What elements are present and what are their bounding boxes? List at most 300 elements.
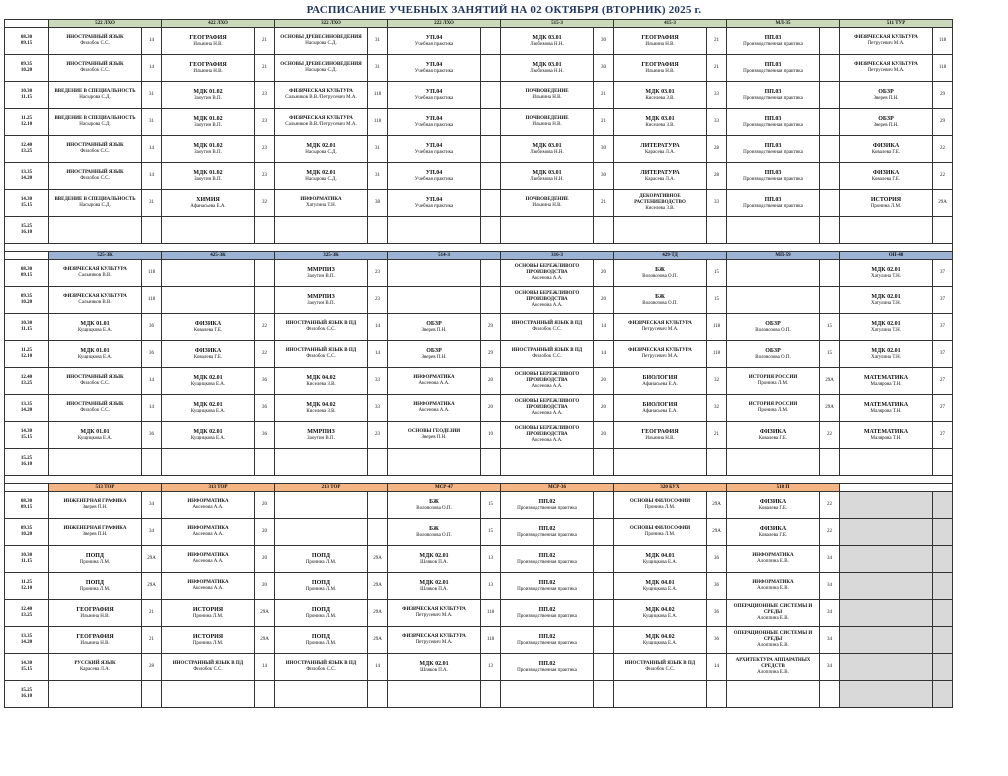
room-number <box>933 519 953 546</box>
room-number <box>142 681 162 708</box>
teacher-name: Производственная практика <box>517 559 577 565</box>
teacher-name: Ковалева Г.Е. <box>871 149 901 155</box>
lesson-cell <box>727 28 820 55</box>
lesson-row <box>5 82 953 109</box>
subject-name: ФИЗИКА <box>759 498 787 505</box>
lesson-cell <box>388 109 481 136</box>
lesson-cell <box>614 287 707 314</box>
room-number: 36 <box>707 573 727 600</box>
teacher-name: Производственная практика <box>743 122 803 128</box>
room-number: 21 <box>707 422 727 449</box>
teacher-name: Насырова С.Д. <box>305 176 337 182</box>
subject-name: ИНФОРМАТИКА <box>187 553 229 558</box>
lesson-cell <box>614 109 707 136</box>
room-number: 29 <box>933 109 953 136</box>
subject-name: ПП.02 <box>538 498 556 505</box>
time-end: 10.20 <box>20 300 33 305</box>
room-number: 118 <box>142 287 162 314</box>
time-end: 16.10 <box>20 694 33 699</box>
subject-name: ИНФОРМАТИКА <box>752 553 794 558</box>
lesson-row <box>5 422 953 449</box>
time-slot <box>5 163 49 190</box>
teacher-name: Ильиина Н.В. <box>532 95 562 100</box>
room-number: 30 <box>594 55 614 82</box>
schedule <box>4 19 953 708</box>
subject-name: ПОПД <box>311 579 331 586</box>
lesson-cell <box>614 395 707 422</box>
subject-name: ПП.03 <box>764 61 782 68</box>
room-number: 27 <box>933 395 953 422</box>
teacher-name: Учебная практика <box>414 149 454 155</box>
room-number <box>481 82 501 109</box>
room-number: 14 <box>594 314 614 341</box>
subject-name: ПП.03 <box>764 88 782 95</box>
group-header: 422 ЛХО <box>162 20 275 28</box>
teacher-name: Кущицкова Е.А. <box>190 435 226 441</box>
group-header-row <box>5 484 953 492</box>
room-number: 30 <box>594 136 614 163</box>
teacher-name: Производственная практика <box>743 68 803 74</box>
room-number: 21 <box>707 55 727 82</box>
time-end: 11.15 <box>21 559 32 564</box>
teacher-name: Пронина Л.М. <box>192 640 224 646</box>
teacher-name: Петрусевич М.А. <box>415 613 453 618</box>
lesson-cell <box>275 28 368 55</box>
lesson-cell <box>840 341 933 368</box>
teacher-name: Пронина Л.М. <box>757 381 789 386</box>
teacher-name: Пронина Л.М. <box>79 559 111 565</box>
room-number: 28 <box>707 163 727 190</box>
time-end: 16.10 <box>20 230 33 235</box>
lesson-cell <box>162 600 255 627</box>
lesson-row <box>5 681 953 708</box>
time-end: 12.10 <box>20 122 33 127</box>
lesson-row <box>5 217 953 244</box>
room-number: 33 <box>707 82 727 109</box>
teacher-name: Пронина Л.М. <box>305 586 337 592</box>
subject-name: ПП.02 <box>538 633 556 640</box>
room-number <box>933 492 953 519</box>
teacher-name: Пронина Л.М. <box>870 203 902 209</box>
lesson-cell <box>727 163 820 190</box>
lesson-cell <box>501 55 594 82</box>
lesson-cell <box>727 190 820 217</box>
room-number: 118 <box>933 55 953 82</box>
teacher-name: Аксенова А.А. <box>531 384 563 389</box>
subject-name: УП.04 <box>425 142 443 149</box>
lesson-cell <box>162 136 255 163</box>
time-end: 15.15 <box>20 435 33 440</box>
lesson-cell <box>501 190 594 217</box>
lesson-cell <box>501 395 594 422</box>
time-slot <box>5 260 49 287</box>
room-number: 31 <box>368 136 388 163</box>
teacher-name: Учебная практика <box>414 176 454 182</box>
lesson-cell <box>275 55 368 82</box>
lesson-cell <box>49 492 142 519</box>
teacher-name: Ильиина Н.В. <box>645 435 675 441</box>
room-number: 36 <box>707 627 727 654</box>
subject-name: УП.04 <box>425 115 443 122</box>
subject-name: ГЕОГРАФИЯ <box>76 633 114 640</box>
teacher-name: Киселева З.В. <box>306 408 336 414</box>
subject-name: ИНОСТРАННЫЙ ЯЗЫК В ПД <box>285 661 357 666</box>
time-start: 13.35 <box>20 170 33 175</box>
teacher-name: Петрусевич М.А. <box>415 640 453 645</box>
subject-name: МДК 01.02 <box>193 142 223 149</box>
teacher-name: Заоутин В.П. <box>307 300 335 306</box>
teacher-name: Воловозова О.П. <box>755 327 791 333</box>
room-number <box>481 163 501 190</box>
lesson-cell <box>162 368 255 395</box>
teacher-name: Филобок С.С. <box>645 667 675 672</box>
time-slot <box>5 654 49 681</box>
time-slot <box>5 55 49 82</box>
room-number: 21 <box>707 28 727 55</box>
teacher-name: Аксенова А.А. <box>531 303 563 308</box>
subject-name: МДК 02.01 <box>871 293 901 300</box>
lesson-cell <box>614 260 707 287</box>
teacher-name: Заоутин В.П. <box>194 176 222 182</box>
time-end: 11.15 <box>21 327 32 332</box>
room-number: 22 <box>933 136 953 163</box>
room-number: 20 <box>594 395 614 422</box>
subject-name: ОСНОВЫ БЕРЕЖЛИВОГО ПРОИЗВОДСТВА <box>514 291 580 302</box>
subject-name: ПП.02 <box>538 579 556 586</box>
subject-name: ОБЗР <box>878 88 894 95</box>
room-number: 22 <box>255 314 275 341</box>
room-number: 15 <box>707 260 727 287</box>
subject-name: ОСНОВЫ ФИЛОСОФИИ <box>629 526 691 531</box>
room-number: 14 <box>142 163 162 190</box>
subject-name: ИНОСТРАННЫЙ ЯЗЫК В ПД <box>285 321 357 326</box>
subject-name: ОСНОВЫ ФИЛОСОФИИ <box>629 499 691 504</box>
room-number <box>481 28 501 55</box>
teacher-name: Ковалева Г.Е. <box>193 354 223 360</box>
time-end: 12.10 <box>20 586 33 591</box>
subject-name: УП.04 <box>425 88 443 95</box>
time-end: 14.20 <box>20 408 33 413</box>
room-number: 118 <box>707 341 727 368</box>
room-number <box>933 600 953 627</box>
lesson-row <box>5 519 953 546</box>
lesson-cell <box>162 449 255 476</box>
teacher-name: Производственная практика <box>743 149 803 155</box>
room-number: 23 <box>255 82 275 109</box>
room-number: 33 <box>707 109 727 136</box>
room-number: 20 <box>481 368 501 395</box>
lesson-cell <box>275 368 368 395</box>
room-number: 15 <box>707 287 727 314</box>
teacher-name: Алоппина Е.В. <box>757 559 789 564</box>
teacher-name: Афанасьева Е.А. <box>190 203 226 209</box>
teacher-name: Пронина Л.М. <box>305 559 337 565</box>
lesson-row <box>5 136 953 163</box>
teacher-name: Пронина Л.М. <box>79 586 111 592</box>
subject-name: ИНОСТРАННЫЙ ЯЗЫК <box>66 35 124 40</box>
subject-name: ГЕОГРАФИЯ <box>189 61 227 68</box>
subject-name: МДК 04.02 <box>645 606 675 613</box>
teacher-name: Пронина Л.М. <box>192 613 224 619</box>
subject-name: ВВЕДЕНИЕ В СПЕЦИАЛЬНОСТЬ <box>54 116 136 121</box>
room-number <box>707 217 727 244</box>
teacher-name: Аксенова А.А. <box>192 559 224 564</box>
teacher-name: Шляков П.А. <box>420 586 448 592</box>
lesson-cell <box>501 654 594 681</box>
group-header: ОП-48 <box>840 252 953 260</box>
lesson-cell <box>501 573 594 600</box>
lesson-cell <box>614 82 707 109</box>
time-start: 15.25 <box>20 224 33 229</box>
room-number <box>820 449 840 476</box>
lesson-row <box>5 546 953 573</box>
lesson-cell <box>501 546 594 573</box>
room-number: 31 <box>142 82 162 109</box>
room-number <box>255 217 275 244</box>
lesson-cell <box>727 422 820 449</box>
lesson-cell <box>275 109 368 136</box>
teacher-name: Киселева З.В. <box>306 381 336 387</box>
lesson-cell <box>388 654 481 681</box>
lesson-cell <box>49 28 142 55</box>
group-header: 222 ЛХО <box>388 20 501 28</box>
teacher-name: Учебная практика <box>414 41 454 47</box>
spacer-cell <box>5 244 953 252</box>
room-number <box>594 546 614 573</box>
room-number <box>933 681 953 708</box>
teacher-name: Воловозова О.П. <box>755 354 791 360</box>
subject-name: ИСТОРИЯ РОССИИ <box>748 402 798 407</box>
teacher-name: Насырова С.Д. <box>79 122 111 127</box>
group-header: МСР-47 <box>388 484 501 492</box>
teacher-name: Ильиина Н.В. <box>645 41 675 47</box>
subject-name: ФИЗИЧЕСКАЯ КУЛЬТУРА <box>289 116 353 121</box>
lesson-cell <box>727 109 820 136</box>
room-number <box>933 546 953 573</box>
lesson-cell <box>49 449 142 476</box>
lesson-cell <box>501 163 594 190</box>
lesson-cell <box>49 368 142 395</box>
teacher-name: Малярова Т.Н. <box>870 381 902 387</box>
room-number <box>820 260 840 287</box>
group-header: 320 БУХ <box>614 484 727 492</box>
teacher-name: Заоутин В.П. <box>194 122 222 128</box>
teacher-name: Ильиина Н.В. <box>645 68 675 74</box>
teacher-name: Малярова Т.Н. <box>870 408 902 414</box>
room-number: 14 <box>142 28 162 55</box>
room-number: 36 <box>142 422 162 449</box>
teacher-name: Филобок С.С. <box>193 667 223 672</box>
room-number: 118 <box>368 109 388 136</box>
teacher-name: Афанасьева Е.А. <box>642 381 678 387</box>
subject-name: МАТЕМАТИКА <box>863 428 909 435</box>
lesson-cell <box>388 82 481 109</box>
lesson-cell <box>49 109 142 136</box>
teacher-name: Зверев П.Н. <box>82 532 108 537</box>
room-number: 21 <box>594 109 614 136</box>
lesson-cell <box>614 190 707 217</box>
lesson-cell <box>49 55 142 82</box>
lesson-cell <box>275 654 368 681</box>
time-slot <box>5 368 49 395</box>
lesson-cell <box>49 395 142 422</box>
room-number <box>481 55 501 82</box>
teacher-name: Кущицкова Е.А. <box>642 586 678 592</box>
subject-name: ПП.02 <box>538 552 556 559</box>
teacher-name: Шляков П.А. <box>420 559 448 565</box>
room-number: 15 <box>820 341 840 368</box>
room-number <box>594 600 614 627</box>
room-number: 36 <box>707 546 727 573</box>
lesson-cell <box>162 654 255 681</box>
time-slot <box>5 492 49 519</box>
subject-name: МДК 03.01 <box>645 88 675 95</box>
teacher-name: Кущицкова Е.А. <box>190 408 226 414</box>
room-number: 20 <box>481 395 501 422</box>
lesson-cell <box>162 163 255 190</box>
subject-name: ИНОСТРАННЫЙ ЯЗЫК В ПД <box>511 321 583 326</box>
subject-name: БИОЛОГИЯ <box>642 374 678 381</box>
time-header-cell <box>5 252 49 260</box>
subject-name: ФИЗИКА <box>194 347 222 354</box>
lesson-cell <box>49 654 142 681</box>
teacher-name: Учебная практика <box>414 68 454 74</box>
group-header: 313 ТОР <box>162 484 275 492</box>
room-number: 21 <box>255 55 275 82</box>
room-number: 29А <box>820 395 840 422</box>
lesson-cell <box>727 287 820 314</box>
room-number <box>820 190 840 217</box>
subject-name: ФИЗИКА <box>759 525 787 532</box>
lesson-cell <box>727 217 820 244</box>
teacher-name: Зверев П.Н. <box>421 354 447 360</box>
room-number: 34 <box>820 600 840 627</box>
room-number: 33 <box>368 368 388 395</box>
lesson-cell <box>727 449 820 476</box>
lesson-row <box>5 260 953 287</box>
time-slot <box>5 681 49 708</box>
subject-name: ОСНОВЫ ГЕОДЕЗИИ <box>407 429 461 434</box>
subject-name: ЛИТЕРАТУРА <box>640 169 680 176</box>
lesson-row <box>5 573 953 600</box>
subject-name: ИСТОРИЯ <box>870 196 902 203</box>
subject-name: ВВЕДЕНИЕ В СПЕЦИАЛЬНОСТЬ <box>54 89 136 94</box>
room-number: 15 <box>820 314 840 341</box>
room-number: 13 <box>481 654 501 681</box>
room-number: 23 <box>368 287 388 314</box>
time-start: 08.30 <box>20 267 33 272</box>
subject-name: ФИЗИЧЕСКАЯ КУЛЬТУРА <box>628 348 692 353</box>
lesson-cell <box>275 395 368 422</box>
room-number: 118 <box>481 627 501 654</box>
lesson-row <box>5 395 953 422</box>
teacher-name: Производственная практика <box>517 505 577 511</box>
lesson-cell <box>614 681 707 708</box>
teacher-name: Производственная практика <box>517 613 577 619</box>
teacher-name: Кущицкова Е.А. <box>642 559 678 565</box>
subject-name: МДК 02.01 <box>871 320 901 327</box>
subject-name: ИНОСТРАННЫЙ ЯЗЫК <box>66 143 124 148</box>
teacher-name: Малярова Т.Н. <box>870 435 902 441</box>
subject-name: ПОЧВОВЕДЕНИЕ <box>525 197 569 202</box>
time-start: 15.25 <box>20 688 33 693</box>
lesson-cell <box>49 422 142 449</box>
lesson-cell <box>840 654 933 681</box>
subject-name: ОБЗР <box>765 347 781 354</box>
teacher-name: Зверев П.Н. <box>873 122 899 128</box>
lesson-cell <box>727 82 820 109</box>
subject-name: ФИЗИЧЕСКАЯ КУЛЬТУРА <box>854 35 918 40</box>
subject-name: БЖ <box>655 293 665 300</box>
lesson-cell <box>275 287 368 314</box>
lesson-row <box>5 600 953 627</box>
lesson-cell <box>275 519 368 546</box>
room-number: 22 <box>820 422 840 449</box>
lesson-cell <box>49 190 142 217</box>
subject-name: ПОПД <box>85 552 105 559</box>
lesson-cell <box>162 519 255 546</box>
teacher-name: Зверев П.Н. <box>82 505 108 510</box>
subject-name: МДК 02.01 <box>193 374 223 381</box>
lesson-cell <box>162 260 255 287</box>
time-start: 10.30 <box>20 321 33 326</box>
lesson-cell <box>388 573 481 600</box>
teacher-name: Петрусевич М.А. <box>641 354 679 359</box>
teacher-name: Карасева Л.А. <box>645 149 675 155</box>
time-end: 09.15 <box>20 273 33 278</box>
lesson-row <box>5 449 953 476</box>
lesson-cell <box>727 681 820 708</box>
lesson-cell <box>727 368 820 395</box>
teacher-name: Филобок С.С. <box>532 354 562 359</box>
subject-name: ИНОСТРАННЫЙ ЯЗЫК <box>66 375 124 380</box>
time-slot <box>5 287 49 314</box>
subject-name: МДК 04.02 <box>645 633 675 640</box>
time-end: 09.15 <box>20 41 33 46</box>
subject-name: ИНОСТРАННЫЙ ЯЗЫК В ПД <box>172 661 244 666</box>
time-end: 15.15 <box>20 667 33 672</box>
subject-name: ММРПИЗ <box>307 266 335 273</box>
lesson-row <box>5 341 953 368</box>
group-header: 316-З <box>501 252 614 260</box>
room-number: 31 <box>368 163 388 190</box>
room-number: 23 <box>255 163 275 190</box>
time-slot <box>5 217 49 244</box>
lesson-cell <box>840 422 933 449</box>
subject-name: МДК 01.02 <box>193 169 223 176</box>
lesson-cell <box>501 28 594 55</box>
room-number: 21 <box>594 82 614 109</box>
room-number <box>481 260 501 287</box>
teacher-name: Сальников В.В. <box>78 273 112 278</box>
room-number <box>255 260 275 287</box>
room-number: 32 <box>255 190 275 217</box>
room-number <box>481 217 501 244</box>
lesson-cell <box>49 519 142 546</box>
teacher-name: Насырова С.Д. <box>305 41 337 46</box>
room-number: 29А <box>368 627 388 654</box>
lesson-cell <box>614 136 707 163</box>
room-number <box>933 217 953 244</box>
subject-name: ФИЗИЧЕСКАЯ КУЛЬТУРА <box>402 634 466 639</box>
time-start: 13.35 <box>20 402 33 407</box>
subject-name: ОБЗР <box>878 115 894 122</box>
lesson-cell <box>388 341 481 368</box>
time-start: 14.30 <box>20 661 33 666</box>
room-number <box>368 681 388 708</box>
subject-name: ДЕКОРАТИВНОЕ РАСТЕНИЕВОДСТВО <box>634 194 686 205</box>
room-number: 14 <box>594 341 614 368</box>
